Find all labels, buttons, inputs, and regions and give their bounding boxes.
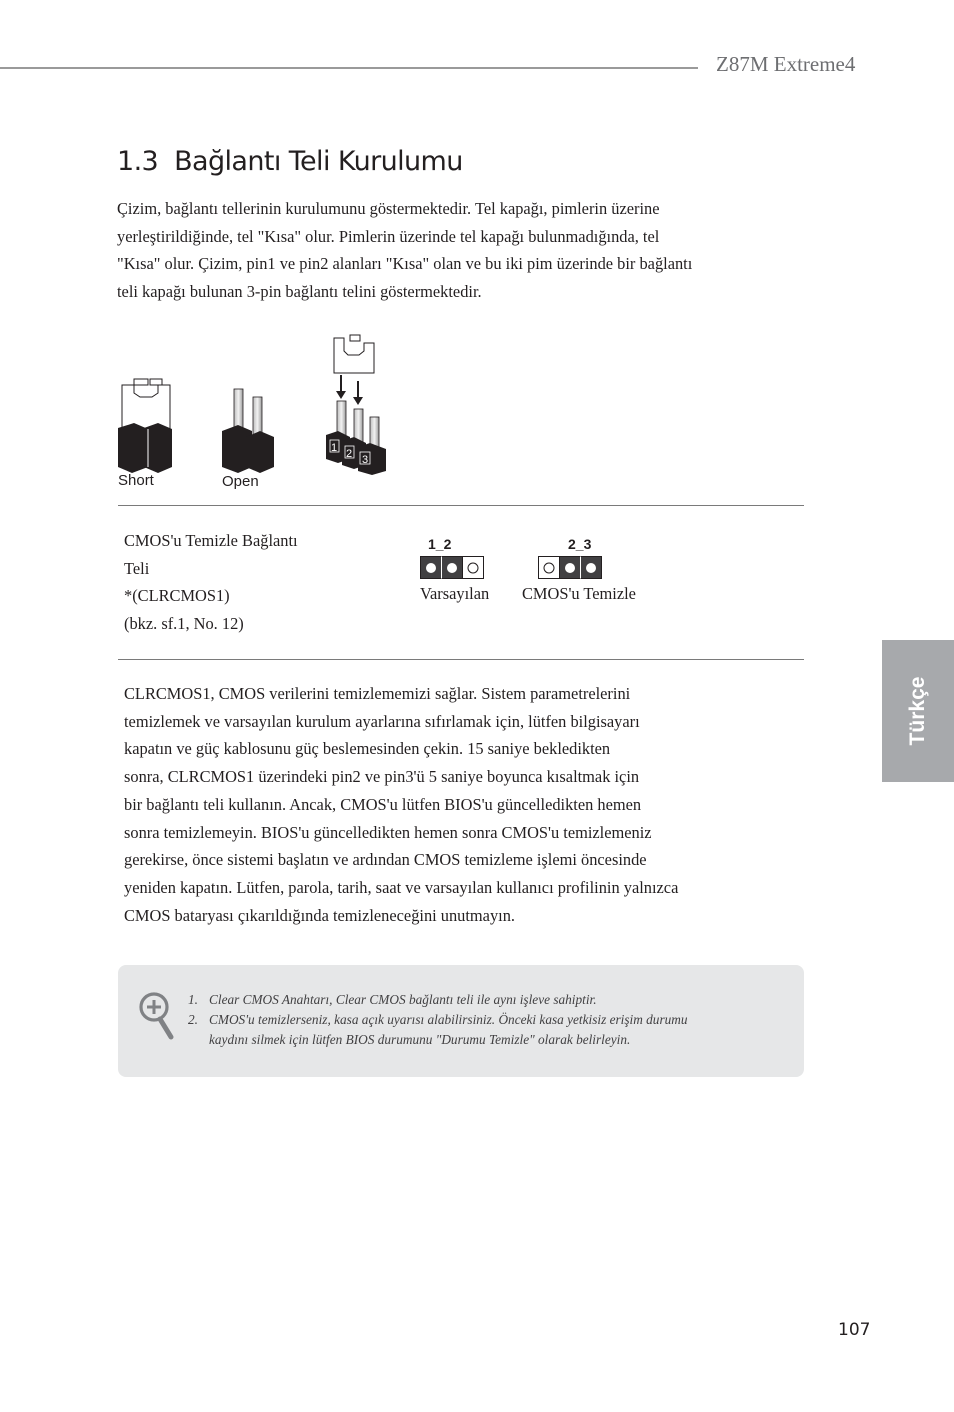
- intro-line: "Kısa" olur. Çizim, pin1 ve pin2 alanları "Kısa" olan ve bu iki pim üzerinde bir bağlantı: [117, 254, 693, 274]
- default-caption: Varsayılan: [420, 584, 490, 603]
- note-item: [188, 1010, 688, 1050]
- description-line: bir bağlantı teli kullanın. Ancak, CMOS'u lütfen BIOS'u güncelledikten hemen: [124, 794, 642, 814]
- magnifier-plus-icon: [138, 991, 176, 1046]
- section-heading: Bağlantı Teli Kurulumu: [174, 146, 463, 177]
- note-line: CMOS'u temizlerseniz, kasa açık uyarısı alabilirsiniz. Önceki kasa yetkisiz erişim durumu: [209, 1012, 688, 1028]
- jumper-name: [124, 527, 298, 638]
- pin-number-1: 1: [331, 442, 338, 454]
- short-caption: Short: [118, 472, 154, 489]
- note-line: Clear CMOS Anahtarı, Clear CMOS bağlantı teli ile aynı işleve sahiptir.: [209, 992, 597, 1007]
- jumper-name-line: CMOS'u Temizle Bağlantı: [124, 531, 298, 550]
- note-box: [118, 965, 804, 1077]
- page-number: 107: [838, 1320, 871, 1340]
- description-line: yeniden kapatın. Lütfen, parola, tarih, saat ve varsayılan kullanıcı profilinin yalnızca: [124, 877, 679, 897]
- clear-pins-label: 2_3: [568, 536, 592, 552]
- default-pins-label: 1_2: [428, 536, 452, 552]
- open-caption: Open: [222, 473, 259, 490]
- model-name: Z87M Extreme4: [716, 52, 856, 76]
- note-line: kaydını silmek için lütfen BIOS durumunu "Durumu Temizle" olarak belirleyin.: [209, 1032, 631, 1048]
- three-pin-jumper: [326, 335, 386, 475]
- jumper-name-line: (bkz. sf.1, No. 12): [124, 614, 244, 634]
- open-jumper: [222, 389, 274, 473]
- note-number: 2.: [188, 1012, 198, 1028]
- description-line: kapatın ve güç kablosunu güç beslemesinden çekin. 15 saniye bekledikten: [124, 739, 611, 759]
- description-line: gerekirse, önce sistemi başlatın ve ardından CMOS temizleme işlemi öncesinde: [124, 850, 647, 870]
- description-line: CLRCMOS1, CMOS verilerini temizlememizi sağlar. Sistem parametrelerini: [124, 684, 631, 703]
- section-number: 1.3: [117, 146, 159, 177]
- description-line: sonra temizlemeyin. BIOS'u güncelledikten hemen sonra CMOS'u temizlemeniz: [124, 822, 652, 842]
- note-number: 1.: [188, 992, 198, 1007]
- jumper-name-line: *(CLRCMOS1): [124, 586, 230, 606]
- language-tab: [882, 640, 954, 782]
- pin-number-2: 2: [346, 448, 353, 460]
- header-rule: [0, 67, 698, 69]
- description-line: CMOS bataryası çıkarıldığında temizleneceğini unutmayın.: [124, 905, 515, 925]
- jumper-illustration: [114, 333, 394, 493]
- description-line: sonra, CLRCMOS1 üzerindeki pin2 ve pin3'ü 5 saniye boyunca kısaltmak için: [124, 767, 640, 787]
- jumper-figure: [114, 333, 394, 493]
- table-bottom-rule: [118, 659, 804, 660]
- language-tab-label: Türkçe: [906, 676, 929, 746]
- description-paragraph: [124, 680, 678, 929]
- intro-line: Çizim, bağlantı tellerinin kurulumunu göstermektedir. Tel kapağı, pimlerin üzerine: [117, 199, 660, 218]
- description-line: temizlemek ve varsayılan kurulum ayarlarına sıfırlamak için, lütfen bilgisayarı: [124, 711, 640, 731]
- section-title: [117, 146, 463, 177]
- intro-paragraph: [117, 195, 692, 306]
- intro-line: yerleştirildiğinde, tel "Kısa" olur. Pimlerin üzerinde tel kapağı bulunmadığında, tel: [117, 226, 660, 246]
- short-jumper: [118, 379, 172, 473]
- table-top-rule: [118, 505, 804, 506]
- note-item: [188, 990, 688, 1010]
- intro-line: teli kapağı bulunan 3-pin bağlantı telini göstermektedir.: [117, 282, 482, 302]
- clear-caption: CMOS'u Temizle: [522, 584, 636, 603]
- note-list: [188, 990, 688, 1051]
- pin-number-3: 3: [362, 454, 369, 466]
- jumper-name-line: Teli: [124, 558, 150, 578]
